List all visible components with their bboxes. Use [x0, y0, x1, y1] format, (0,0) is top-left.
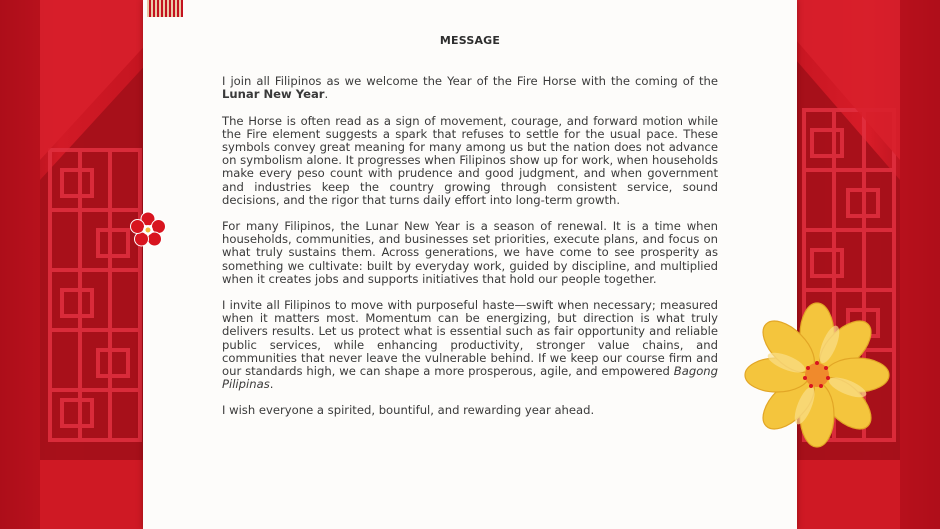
invitation-text: I invite all Filipinos to move with purposeful haste—swift when necessary; measured when it matters most. Momentum can be energizing, but direction is what truly delivers results. Let us protect what is essential such as fair opportunity and reliable public services, while enhancing productivity, stronger value chains, and communities that never leave the vulnerable behind. If we keep our course firm and our standards high, we can shape a more prosperous, agile, and empowered [222, 298, 718, 379]
lunar-new-year-bold: Lunar New Year [222, 87, 325, 102]
message-letter [222, 34, 718, 418]
striped-ribbon-decoration [147, 0, 183, 17]
bagong-pilipinas-italic: Bagong Pilipinas [222, 364, 718, 392]
paragraph-horse: The Horse is often read as a sign of movement, courage, and forward motion while the Fire element suggests a spark that refuses to settle for the usual pace. These symbols convey great meaning for many among us but the nation does not advance on symbolism alone. It progresses when Filipinos show up for work, when households make every peso count with prudence and good judgment, and when government and industries keep the country growing through consistent service, sound decisions, and the rigor that turns daily effort into long-term growth. [222, 113, 718, 207]
paragraph-intro [222, 75, 718, 101]
message-title: MESSAGE [439, 34, 501, 47]
left-lattice-pattern [0, 0, 150, 529]
intro-text: I join all Filipinos as we welcome the Year of the Fire Horse with the coming of the [222, 74, 718, 89]
intro-period: . [324, 87, 329, 102]
paragraph-closing: I wish everyone a spirited, bountiful, and rewarding year ahead. [222, 403, 595, 418]
paragraph-invitation [222, 299, 718, 391]
red-plum-blossom-icon [128, 210, 168, 250]
golden-flower-icon [742, 300, 892, 450]
left-decorative-panel [0, 0, 150, 529]
paragraph-renewal: For many Filipinos, the Lunar New Year is a season of renewal. It is a time when households, communities, and businesses set priorities, execute plans, and focus on what truly sustains them. Across generations, we have come to see prosperity as something we cultivate: built by everyday work, guided by discipline, and multiplied when it creates jobs and supports initiatives that hold our people together. [222, 219, 718, 286]
invitation-period: . [269, 377, 274, 392]
